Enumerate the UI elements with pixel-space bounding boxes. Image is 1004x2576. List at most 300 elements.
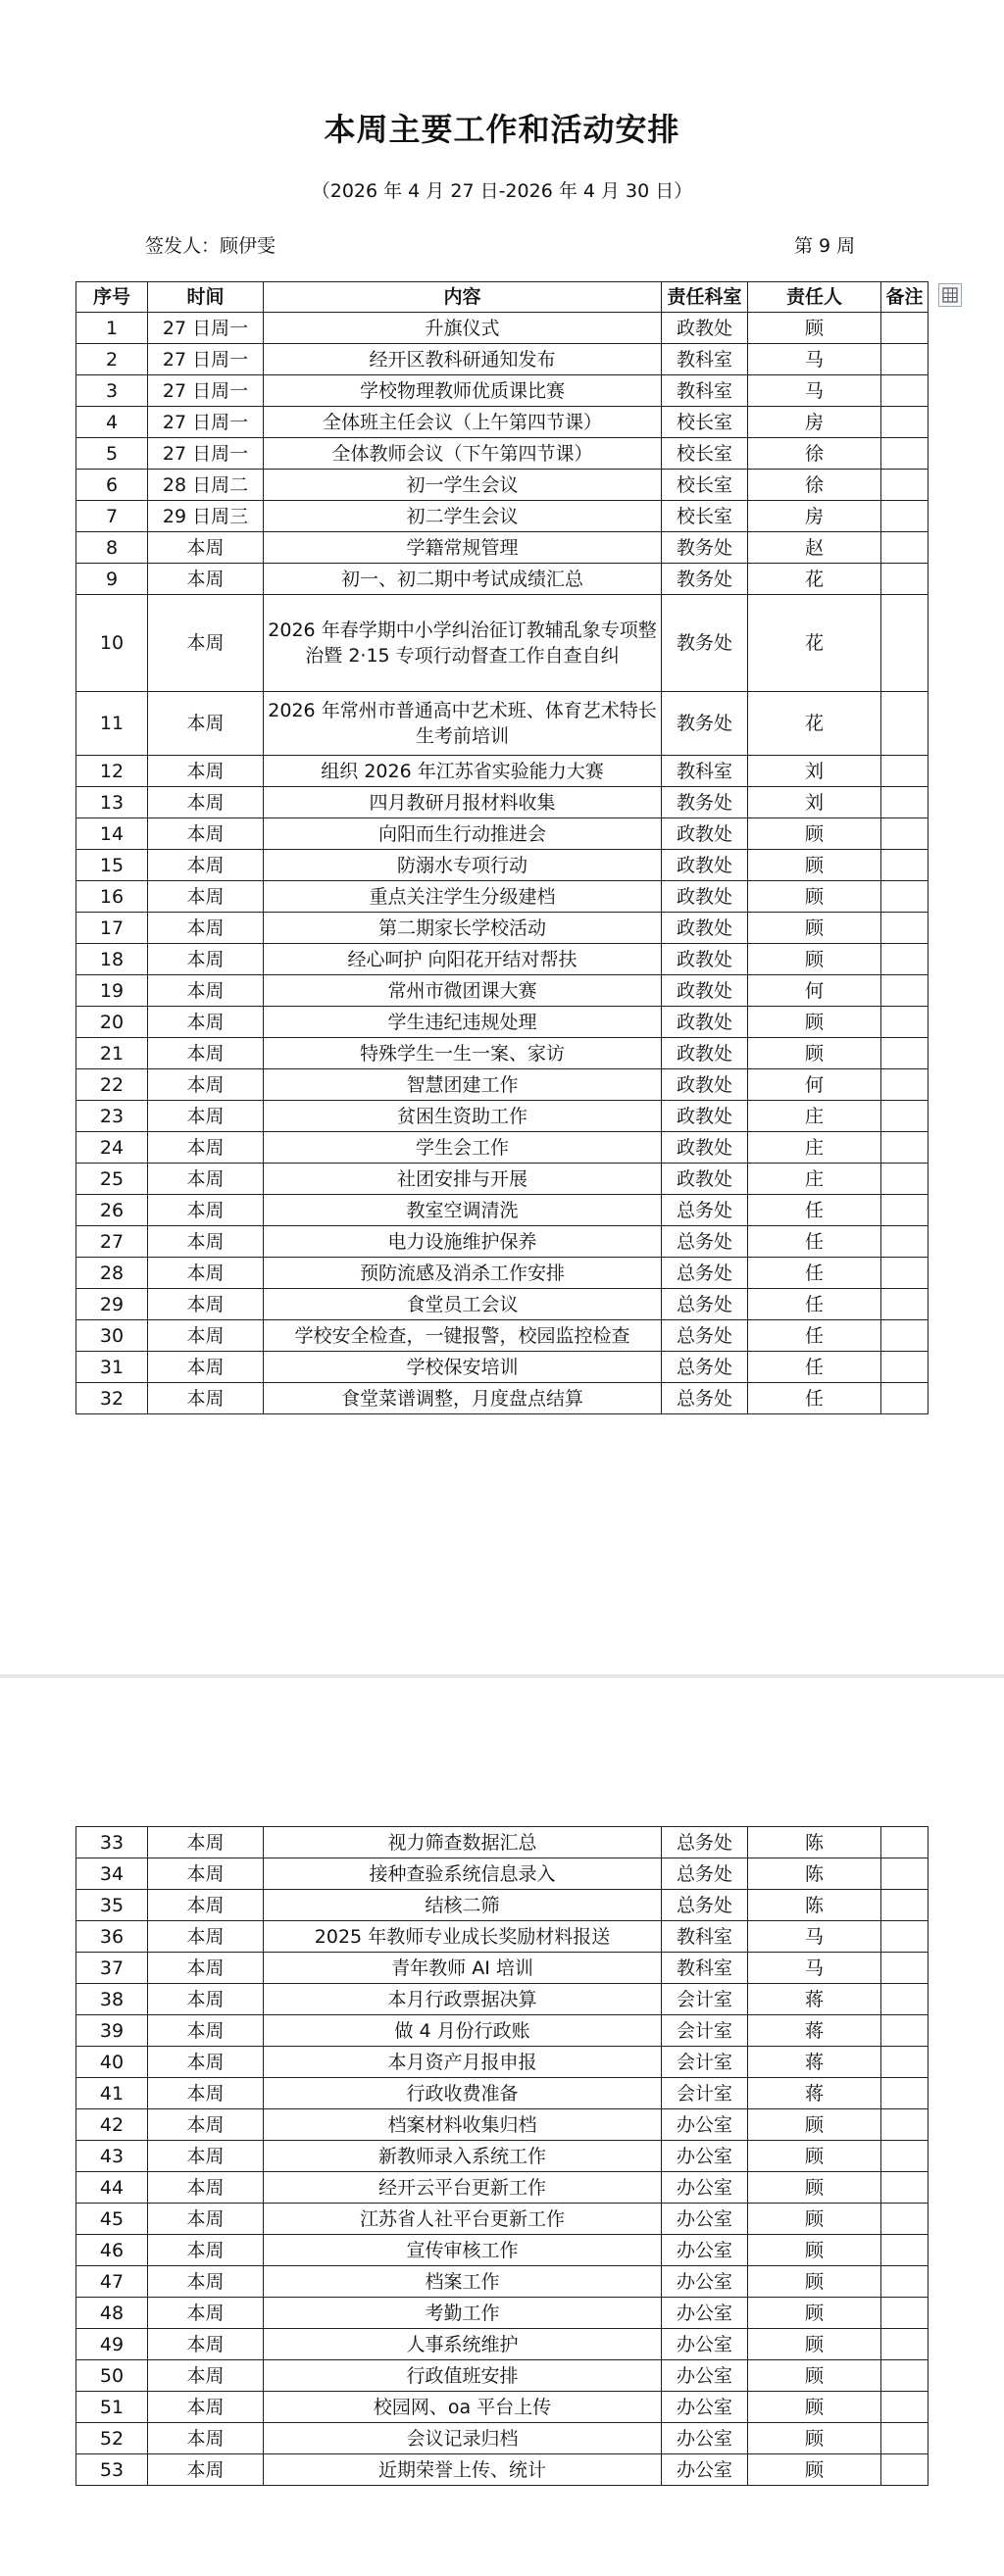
cell-note	[881, 1383, 929, 1414]
header-no: 序号	[76, 282, 148, 313]
date-range: （2026 年 4 月 27 日-2026 年 4 月 30 日）	[311, 180, 693, 202]
cell-person: 任	[748, 1226, 881, 1258]
cell-dept: 总务处	[662, 1890, 748, 1921]
cell-no: 2	[76, 344, 148, 375]
cell-person: 陈	[748, 1858, 881, 1890]
table-row	[76, 1038, 929, 1069]
cell-no: 53	[76, 2454, 148, 2486]
cell-time: 27 日周一	[148, 344, 264, 375]
cell-note	[881, 2266, 929, 2298]
cell-no: 24	[76, 1132, 148, 1164]
cell-content: 组织 2026 年江苏省实验能力大赛	[264, 756, 662, 787]
cell-person: 刘	[748, 756, 881, 787]
cell-note	[881, 1953, 929, 1984]
cell-person: 马	[748, 1953, 881, 1984]
cell-content: 经开云平台更新工作	[264, 2172, 662, 2204]
cell-time: 本周	[148, 1195, 264, 1226]
cell-person: 顾	[748, 313, 881, 344]
cell-content: 学校保安培训	[264, 1352, 662, 1383]
cell-dept: 总务处	[662, 1320, 748, 1352]
cell-no: 50	[76, 2360, 148, 2392]
cell-note	[881, 1320, 929, 1352]
table-row	[76, 2109, 929, 2141]
cell-no: 39	[76, 2015, 148, 2047]
cell-no: 20	[76, 1007, 148, 1038]
table-row	[76, 1858, 929, 1890]
cell-time: 本周	[148, 1258, 264, 1289]
cell-note	[881, 1007, 929, 1038]
cell-note	[881, 2360, 929, 2392]
cell-time: 27 日周一	[148, 438, 264, 470]
cell-dept: 教务处	[662, 787, 748, 818]
cell-no: 3	[76, 375, 148, 407]
cell-content: 学校安全检查，一键报警，校园监控检查	[264, 1320, 662, 1352]
cell-content: 防溺水专项行动	[264, 850, 662, 881]
header-person: 责任人	[748, 282, 881, 313]
table-row	[76, 1984, 929, 2015]
table-row	[76, 944, 929, 975]
cell-time: 本周	[148, 532, 264, 564]
table-row	[76, 1289, 929, 1320]
table-row	[76, 1383, 929, 1414]
cell-dept: 教科室	[662, 375, 748, 407]
cell-person: 徐	[748, 438, 881, 470]
cell-person: 任	[748, 1195, 881, 1226]
cell-person: 陈	[748, 1890, 881, 1921]
cell-time: 本周	[148, 1890, 264, 1921]
cell-no: 26	[76, 1195, 148, 1226]
table-row	[76, 2015, 929, 2047]
cell-content: 结核二筛	[264, 1890, 662, 1921]
cell-person: 任	[748, 1289, 881, 1320]
cell-dept: 总务处	[662, 1352, 748, 1383]
table-row	[76, 1195, 929, 1226]
cell-note	[881, 501, 929, 532]
cell-dept: 教科室	[662, 1921, 748, 1953]
cell-time: 本周	[148, 1352, 264, 1383]
header-time: 时间	[148, 282, 264, 313]
cell-person: 顾	[748, 2360, 881, 2392]
cell-note	[881, 692, 929, 756]
cell-content: 做 4 月份行政账	[264, 2015, 662, 2047]
table-row	[76, 1827, 929, 1858]
cell-time: 本周	[148, 1101, 264, 1132]
cell-person: 花	[748, 692, 881, 756]
table-row	[76, 407, 929, 438]
cell-note	[881, 2141, 929, 2172]
cell-dept: 办公室	[662, 2298, 748, 2329]
cell-no: 51	[76, 2392, 148, 2423]
cell-no: 22	[76, 1069, 148, 1101]
cell-content: 本月资产月报申报	[264, 2047, 662, 2078]
table-row	[76, 344, 929, 375]
cell-no: 4	[76, 407, 148, 438]
table-row	[76, 850, 929, 881]
cell-content: 行政值班安排	[264, 2360, 662, 2392]
cell-no: 52	[76, 2423, 148, 2454]
cell-note	[881, 407, 929, 438]
cell-content: 贫困生资助工作	[264, 1101, 662, 1132]
cell-person: 庄	[748, 1164, 881, 1195]
cell-person: 顾	[748, 1007, 881, 1038]
cell-time: 27 日周一	[148, 375, 264, 407]
cell-person: 赵	[748, 532, 881, 564]
cell-dept: 总务处	[662, 1195, 748, 1226]
header-dept: 责任科室	[662, 282, 748, 313]
cell-time: 本周	[148, 2235, 264, 2266]
cell-no: 15	[76, 850, 148, 881]
cell-note	[881, 1038, 929, 1069]
cell-no: 29	[76, 1289, 148, 1320]
cell-note	[881, 850, 929, 881]
cell-dept: 政教处	[662, 913, 748, 944]
cell-dept: 政教处	[662, 881, 748, 913]
table-row	[76, 2204, 929, 2235]
cell-note	[881, 881, 929, 913]
cell-content: 初一、初二期中考试成绩汇总	[264, 564, 662, 595]
cell-person: 顾	[748, 2298, 881, 2329]
cell-no: 21	[76, 1038, 148, 1069]
cell-content: 档案工作	[264, 2266, 662, 2298]
cell-time: 本周	[148, 1320, 264, 1352]
cell-person: 庄	[748, 1132, 881, 1164]
table-row	[76, 1953, 929, 1984]
cell-no: 28	[76, 1258, 148, 1289]
cell-person: 顾	[748, 2109, 881, 2141]
cell-no: 30	[76, 1320, 148, 1352]
cell-note	[881, 756, 929, 787]
cell-dept: 办公室	[662, 2235, 748, 2266]
table-row	[76, 1132, 929, 1164]
cell-person: 蒋	[748, 2047, 881, 2078]
cell-person: 房	[748, 407, 881, 438]
cell-person: 刘	[748, 787, 881, 818]
cell-content: 经心呵护 向阳花开结对帮扶	[264, 944, 662, 975]
cell-dept: 办公室	[662, 2392, 748, 2423]
cell-no: 19	[76, 975, 148, 1007]
cell-dept: 办公室	[662, 2141, 748, 2172]
header-note: 备注	[881, 282, 929, 313]
cell-person: 陈	[748, 1827, 881, 1858]
table-row	[76, 2235, 929, 2266]
cell-time: 本周	[148, 1921, 264, 1953]
cell-dept: 教科室	[662, 756, 748, 787]
cell-content: 初二学生会议	[264, 501, 662, 532]
cell-note	[881, 913, 929, 944]
cell-dept: 教科室	[662, 1953, 748, 1984]
cell-no: 5	[76, 438, 148, 470]
cell-no: 38	[76, 1984, 148, 2015]
cell-note	[881, 1289, 929, 1320]
cell-dept: 教务处	[662, 692, 748, 756]
table-row	[76, 1921, 929, 1953]
table-row	[76, 2423, 929, 2454]
cell-person: 蒋	[748, 2015, 881, 2047]
cell-note	[881, 438, 929, 470]
cell-time: 本周	[148, 2015, 264, 2047]
cell-no: 45	[76, 2204, 148, 2235]
cell-time: 27 日周一	[148, 407, 264, 438]
cell-person: 顾	[748, 2141, 881, 2172]
cell-content: 档案材料收集归档	[264, 2109, 662, 2141]
cell-dept: 政教处	[662, 1164, 748, 1195]
cell-content: 视力筛查数据汇总	[264, 1827, 662, 1858]
cell-dept: 办公室	[662, 2266, 748, 2298]
cell-note	[881, 2423, 929, 2454]
cell-dept: 政教处	[662, 975, 748, 1007]
cell-dept: 总务处	[662, 1226, 748, 1258]
cell-note	[881, 470, 929, 501]
cell-time: 本周	[148, 595, 264, 692]
cell-no: 42	[76, 2109, 148, 2141]
table-row	[76, 1101, 929, 1132]
cell-time: 本周	[148, 2266, 264, 2298]
cell-dept: 总务处	[662, 1383, 748, 1414]
cell-dept: 校长室	[662, 470, 748, 501]
cell-content: 学籍常规管理	[264, 532, 662, 564]
cell-person: 房	[748, 501, 881, 532]
cell-note	[881, 313, 929, 344]
cell-time: 本周	[148, 2141, 264, 2172]
cell-no: 35	[76, 1890, 148, 1921]
cell-note	[881, 1132, 929, 1164]
cell-content: 升旗仪式	[264, 313, 662, 344]
cell-person: 顾	[748, 2266, 881, 2298]
cell-time: 本周	[148, 850, 264, 881]
table-row	[76, 564, 929, 595]
cell-no: 44	[76, 2172, 148, 2204]
cell-no: 10	[76, 595, 148, 692]
cell-no: 7	[76, 501, 148, 532]
cell-person: 顾	[748, 913, 881, 944]
document-title: 本周主要工作和活动安排	[324, 111, 680, 148]
table-row	[76, 2047, 929, 2078]
cell-content: 青年教师 AI 培训	[264, 1953, 662, 1984]
cell-note	[881, 2015, 929, 2047]
cell-content: 全体教师会议（下午第四节课）	[264, 438, 662, 470]
table-row	[76, 1069, 929, 1101]
cell-no: 43	[76, 2141, 148, 2172]
header-content: 内容	[264, 282, 662, 313]
cell-dept: 总务处	[662, 1289, 748, 1320]
cell-content: 向阳而生行动推进会	[264, 818, 662, 850]
cell-content: 社团安排与开展	[264, 1164, 662, 1195]
cell-person: 顾	[748, 1038, 881, 1069]
cell-no: 11	[76, 692, 148, 756]
cell-content: 智慧团建工作	[264, 1069, 662, 1101]
cell-note	[881, 1858, 929, 1890]
cell-dept: 办公室	[662, 2109, 748, 2141]
cell-note	[881, 344, 929, 375]
cell-no: 34	[76, 1858, 148, 1890]
table-row	[76, 1164, 929, 1195]
cell-time: 本周	[148, 1953, 264, 1984]
cell-time: 本周	[148, 1069, 264, 1101]
cell-dept: 校长室	[662, 438, 748, 470]
cell-no: 13	[76, 787, 148, 818]
table-row	[76, 1258, 929, 1289]
table-row	[76, 2266, 929, 2298]
table-row	[76, 2298, 929, 2329]
cell-note	[881, 1890, 929, 1921]
cell-person: 马	[748, 1921, 881, 1953]
cell-note	[881, 532, 929, 564]
table-row	[76, 2454, 929, 2486]
cell-person: 蒋	[748, 1984, 881, 2015]
cell-dept: 教务处	[662, 595, 748, 692]
cell-dept: 政教处	[662, 1038, 748, 1069]
cell-person: 顾	[748, 2172, 881, 2204]
cell-note	[881, 1101, 929, 1132]
table-handle-icon[interactable]	[938, 283, 962, 307]
table-row	[76, 2392, 929, 2423]
week-number: 第 9 周	[794, 235, 856, 257]
table-header-row	[76, 282, 929, 313]
cell-note	[881, 2454, 929, 2486]
cell-no: 12	[76, 756, 148, 787]
cell-content: 教室空调清洗	[264, 1195, 662, 1226]
table-row	[76, 1226, 929, 1258]
cell-content: 初一学生会议	[264, 470, 662, 501]
table-row	[76, 375, 929, 407]
cell-content: 食堂菜谱调整，月度盘点结算	[264, 1383, 662, 1414]
cell-no: 31	[76, 1352, 148, 1383]
cell-dept: 会计室	[662, 1984, 748, 2015]
cell-person: 任	[748, 1352, 881, 1383]
cell-dept: 政教处	[662, 1069, 748, 1101]
cell-content: 2025 年教师专业成长奖励材料报送	[264, 1921, 662, 1953]
cell-dept: 办公室	[662, 2204, 748, 2235]
cell-person: 顾	[748, 2329, 881, 2360]
cell-no: 16	[76, 881, 148, 913]
cell-no: 32	[76, 1383, 148, 1414]
cell-content: 校园网、oa 平台上传	[264, 2392, 662, 2423]
table-row	[76, 692, 929, 756]
signer: 签发人：顾伊雯	[145, 235, 276, 257]
cell-note	[881, 564, 929, 595]
cell-content: 第二期家长学校活动	[264, 913, 662, 944]
table-row	[76, 2078, 929, 2109]
cell-no: 36	[76, 1921, 148, 1953]
table-row	[76, 881, 929, 913]
cell-time: 本周	[148, 1858, 264, 1890]
cell-no: 1	[76, 313, 148, 344]
cell-dept: 教务处	[662, 564, 748, 595]
cell-time: 本周	[148, 692, 264, 756]
cell-content: 电力设施维护保养	[264, 1226, 662, 1258]
cell-person: 庄	[748, 1101, 881, 1132]
cell-content: 接种查验系统信息录入	[264, 1858, 662, 1890]
cell-content: 近期荣誉上传、统计	[264, 2454, 662, 2486]
cell-dept: 办公室	[662, 2329, 748, 2360]
table-row	[76, 438, 929, 470]
cell-note	[881, 2298, 929, 2329]
table-row	[76, 2360, 929, 2392]
cell-no: 25	[76, 1164, 148, 1195]
cell-dept: 政教处	[662, 313, 748, 344]
cell-dept: 办公室	[662, 2423, 748, 2454]
schedule-table-page1	[75, 281, 929, 1414]
cell-time: 本周	[148, 2423, 264, 2454]
cell-dept: 教科室	[662, 344, 748, 375]
cell-time: 本周	[148, 1007, 264, 1038]
cell-note	[881, 375, 929, 407]
cell-person: 顾	[748, 2204, 881, 2235]
cell-dept: 办公室	[662, 2360, 748, 2392]
cell-content: 行政收费准备	[264, 2078, 662, 2109]
cell-no: 33	[76, 1827, 148, 1858]
cell-dept: 政教处	[662, 1101, 748, 1132]
cell-person: 顾	[748, 2454, 881, 2486]
cell-note	[881, 1226, 929, 1258]
table-row	[76, 2141, 929, 2172]
cell-time: 本周	[148, 2109, 264, 2141]
cell-person: 何	[748, 1069, 881, 1101]
cell-note	[881, 2172, 929, 2204]
cell-content: 本月行政票据决算	[264, 1984, 662, 2015]
cell-person: 何	[748, 975, 881, 1007]
cell-time: 本周	[148, 2204, 264, 2235]
cell-time: 27 日周一	[148, 313, 264, 344]
cell-note	[881, 1164, 929, 1195]
cell-note	[881, 1195, 929, 1226]
cell-note	[881, 1921, 929, 1953]
table-row	[76, 595, 929, 692]
cell-content: 预防流感及消杀工作安排	[264, 1258, 662, 1289]
cell-time: 本周	[148, 564, 264, 595]
cell-note	[881, 1258, 929, 1289]
cell-note	[881, 2047, 929, 2078]
table-row	[76, 470, 929, 501]
cell-person: 蒋	[748, 2078, 881, 2109]
cell-note	[881, 2078, 929, 2109]
cell-dept: 办公室	[662, 2172, 748, 2204]
cell-note	[881, 787, 929, 818]
cell-time: 本周	[148, 975, 264, 1007]
table-row	[76, 787, 929, 818]
cell-time: 本周	[148, 2329, 264, 2360]
cell-time: 本周	[148, 2392, 264, 2423]
cell-time: 本周	[148, 2172, 264, 2204]
cell-no: 9	[76, 564, 148, 595]
cell-dept: 政教处	[662, 1132, 748, 1164]
cell-time: 本周	[148, 2078, 264, 2109]
cell-dept: 会计室	[662, 2047, 748, 2078]
cell-time: 本周	[148, 818, 264, 850]
cell-time: 本周	[148, 1164, 264, 1195]
cell-no: 37	[76, 1953, 148, 1984]
cell-dept: 办公室	[662, 2454, 748, 2486]
cell-note	[881, 1069, 929, 1101]
cell-content: 全体班主任会议（上午第四节课）	[264, 407, 662, 438]
cell-time: 本周	[148, 913, 264, 944]
cell-time: 本周	[148, 1984, 264, 2015]
cell-dept: 总务处	[662, 1827, 748, 1858]
cell-time: 本周	[148, 2047, 264, 2078]
cell-dept: 总务处	[662, 1258, 748, 1289]
cell-no: 18	[76, 944, 148, 975]
table-row	[76, 913, 929, 944]
cell-content: 2026 年春学期中小学纠治征订教辅乱象专项整治暨 2·15 专项行动督查工作自查自纠	[264, 595, 662, 692]
cell-time: 本周	[148, 1038, 264, 1069]
cell-no: 40	[76, 2047, 148, 2078]
cell-note	[881, 1984, 929, 2015]
cell-note	[881, 595, 929, 692]
cell-content: 学生会工作	[264, 1132, 662, 1164]
cell-dept: 政教处	[662, 1007, 748, 1038]
cell-time: 本周	[148, 1289, 264, 1320]
cell-time: 本周	[148, 1827, 264, 1858]
